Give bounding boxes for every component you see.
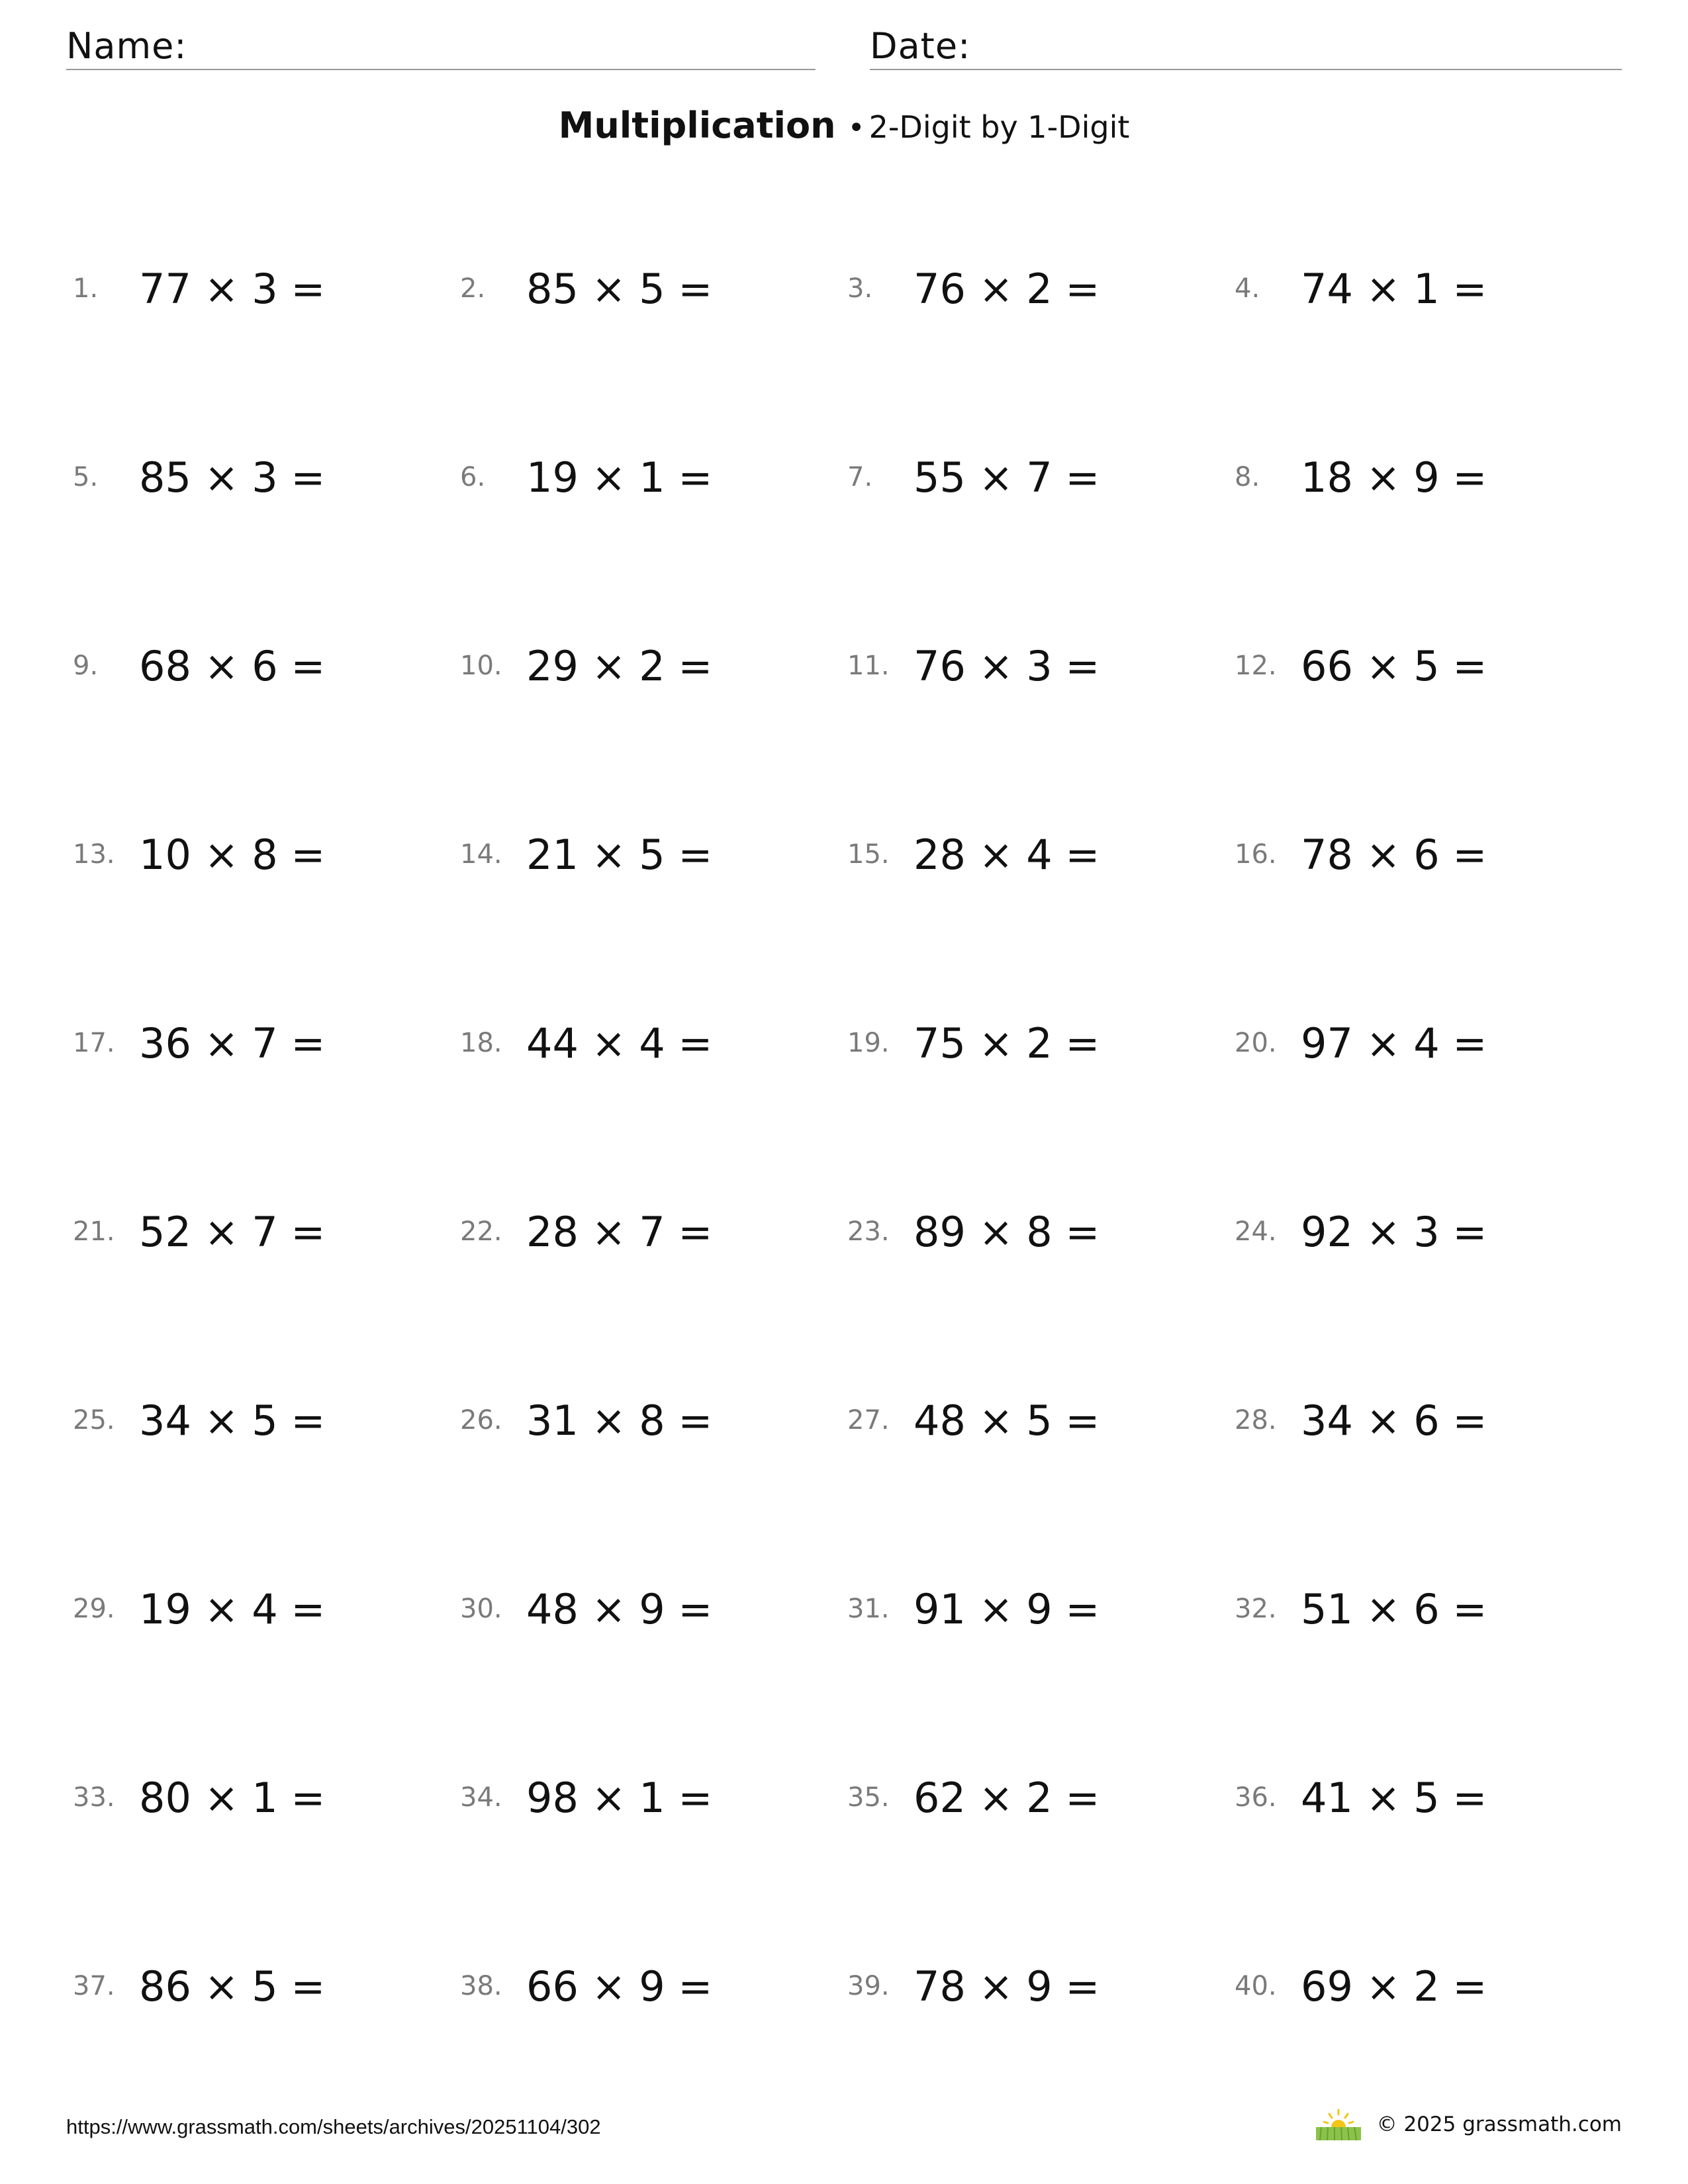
problem-number: 18. [460, 1028, 502, 1058]
problem-item [460, 633, 844, 699]
problem-number: 17. [73, 1028, 115, 1058]
problem-expression: 31 × 8 = [526, 1396, 713, 1445]
problem-item [1235, 444, 1618, 510]
problem-item [847, 1576, 1231, 1642]
problem-expression: 74 × 1 = [1301, 264, 1487, 313]
problem-item [1235, 821, 1618, 887]
problem-item [1235, 1953, 1618, 2019]
problem-item [73, 1953, 457, 2019]
problem-expression: 34 × 6 = [1301, 1396, 1487, 1445]
title-main: Multiplication [558, 105, 836, 146]
problem-item [73, 255, 457, 322]
footer-brand [1315, 2107, 1622, 2142]
grass-sun-logo-icon [1315, 2107, 1362, 2142]
problem-expression: 77 × 3 = [139, 264, 326, 313]
problem-number: 38. [460, 1971, 502, 2001]
problem-expression: 80 × 1 = [139, 1773, 326, 1822]
problem-expression: 48 × 9 = [526, 1584, 713, 1633]
problem-expression: 76 × 3 = [914, 641, 1100, 690]
problem-number: 26. [460, 1405, 502, 1435]
date-field[interactable] [870, 24, 1622, 70]
problem-expression: 36 × 7 = [139, 1019, 326, 1068]
problem-number: 33. [73, 1782, 115, 1813]
problem-number: 31. [847, 1594, 890, 1624]
problem-expression: 89 × 8 = [914, 1207, 1100, 1256]
problem-number: 36. [1235, 1782, 1277, 1813]
problem-number: 5. [73, 462, 99, 492]
problem-expression: 44 × 4 = [526, 1019, 713, 1068]
problem-number: 9. [73, 651, 99, 681]
problem-number: 15. [847, 839, 890, 870]
problem-number: 32. [1235, 1594, 1277, 1624]
problem-item [460, 1387, 844, 1453]
name-field[interactable] [66, 24, 816, 70]
problem-item [73, 1199, 457, 1265]
problem-expression: 66 × 5 = [1301, 641, 1487, 690]
problem-item [847, 1199, 1231, 1265]
problem-expression: 55 × 7 = [914, 453, 1100, 502]
problem-item [1235, 1010, 1618, 1076]
name-label: Name: [66, 25, 187, 67]
problem-expression: 91 × 9 = [914, 1584, 1100, 1633]
problem-number: 8. [1235, 462, 1260, 492]
problem-expression: 48 × 5 = [914, 1396, 1100, 1445]
problem-expression: 69 × 2 = [1301, 1962, 1487, 2011]
problem-expression: 85 × 3 = [139, 453, 326, 502]
problem-expression: 51 × 6 = [1301, 1584, 1487, 1633]
date-label: Date: [870, 25, 971, 67]
problem-item [73, 821, 457, 887]
problem-expression: 10 × 8 = [139, 830, 326, 879]
problem-expression: 21 × 5 = [526, 830, 713, 879]
footer-copyright: © 2025 grassmath.com [1376, 2113, 1622, 2136]
problem-item [460, 1576, 844, 1642]
problem-number: 19. [847, 1028, 890, 1058]
problem-item [847, 1387, 1231, 1453]
problem-expression: 28 × 7 = [526, 1207, 713, 1256]
problem-number: 20. [1235, 1028, 1277, 1058]
problem-number: 35. [847, 1782, 890, 1813]
problem-item [847, 1953, 1231, 2019]
problem-expression: 41 × 5 = [1301, 1773, 1487, 1822]
problem-number: 1. [73, 273, 99, 304]
problem-number: 40. [1235, 1971, 1277, 2001]
problem-item [1235, 1199, 1618, 1265]
problem-number: 4. [1235, 273, 1260, 304]
problem-item [460, 821, 844, 887]
problem-item [73, 444, 457, 510]
problem-expression: 98 × 1 = [526, 1773, 713, 1822]
problem-item [460, 1764, 844, 1831]
problem-number: 13. [73, 839, 115, 870]
problem-item [1235, 1764, 1618, 1831]
problem-number: 29. [73, 1594, 115, 1624]
problem-item [460, 255, 844, 322]
problem-expression: 68 × 6 = [139, 641, 326, 690]
problem-number: 14. [460, 839, 502, 870]
problem-expression: 97 × 4 = [1301, 1019, 1487, 1068]
problem-expression: 34 × 5 = [139, 1396, 326, 1445]
problem-number: 10. [460, 651, 502, 681]
problem-number: 16. [1235, 839, 1277, 870]
footer-url: https://www.grassmath.com/sheets/archives/20251104/302 [66, 2115, 601, 2138]
worksheet-title [0, 105, 1688, 146]
problem-number: 12. [1235, 651, 1277, 681]
problem-item [1235, 1387, 1618, 1453]
problem-number: 30. [460, 1594, 502, 1624]
problem-number: 27. [847, 1405, 890, 1435]
problem-expression: 52 × 7 = [139, 1207, 326, 1256]
problem-expression: 86 × 5 = [139, 1962, 326, 2011]
problem-number: 22. [460, 1216, 502, 1247]
problem-expression: 28 × 4 = [914, 830, 1100, 879]
problem-item [73, 1387, 457, 1453]
problem-item [847, 821, 1231, 887]
problem-number: 24. [1235, 1216, 1277, 1247]
problem-number: 37. [73, 1971, 115, 2001]
problem-expression: 75 × 2 = [914, 1019, 1100, 1068]
problem-expression: 76 × 2 = [914, 264, 1100, 313]
title-subtitle: 2-Digit by 1-Digit [868, 109, 1130, 145]
problem-item [847, 1010, 1231, 1076]
problem-number: 21. [73, 1216, 115, 1247]
problem-number: 34. [460, 1782, 502, 1813]
problem-item [460, 1199, 844, 1265]
problem-item [73, 633, 457, 699]
problem-item [1235, 255, 1618, 322]
problem-expression: 78 × 9 = [914, 1962, 1100, 2011]
problem-number: 39. [847, 1971, 890, 2001]
problem-expression: 66 × 9 = [526, 1962, 713, 2011]
problem-item [460, 1953, 844, 2019]
problem-number: 7. [847, 462, 873, 492]
problem-item [847, 633, 1231, 699]
problem-expression: 29 × 2 = [526, 641, 713, 690]
problem-expression: 18 × 9 = [1301, 453, 1487, 502]
title-separator: • [847, 111, 865, 145]
problem-expression: 19 × 1 = [526, 453, 713, 502]
problem-number: 25. [73, 1405, 115, 1435]
problem-item [847, 444, 1231, 510]
problem-item [1235, 1576, 1618, 1642]
problem-item [73, 1010, 457, 1076]
problem-item [847, 1764, 1231, 1831]
problem-number: 11. [847, 651, 890, 681]
problem-item [460, 1010, 844, 1076]
problem-item [1235, 633, 1618, 699]
problem-expression: 85 × 5 = [526, 264, 713, 313]
problem-expression: 78 × 6 = [1301, 830, 1487, 879]
problem-number: 6. [460, 462, 486, 492]
problem-number: 3. [847, 273, 873, 304]
problem-item [73, 1764, 457, 1831]
problem-expression: 19 × 4 = [139, 1584, 326, 1633]
problem-number: 23. [847, 1216, 890, 1247]
problem-item [847, 255, 1231, 322]
problem-expression: 92 × 3 = [1301, 1207, 1487, 1256]
problem-number: 28. [1235, 1405, 1277, 1435]
problem-number: 2. [460, 273, 486, 304]
problem-item [73, 1576, 457, 1642]
problem-expression: 62 × 2 = [914, 1773, 1100, 1822]
problem-item [460, 444, 844, 510]
